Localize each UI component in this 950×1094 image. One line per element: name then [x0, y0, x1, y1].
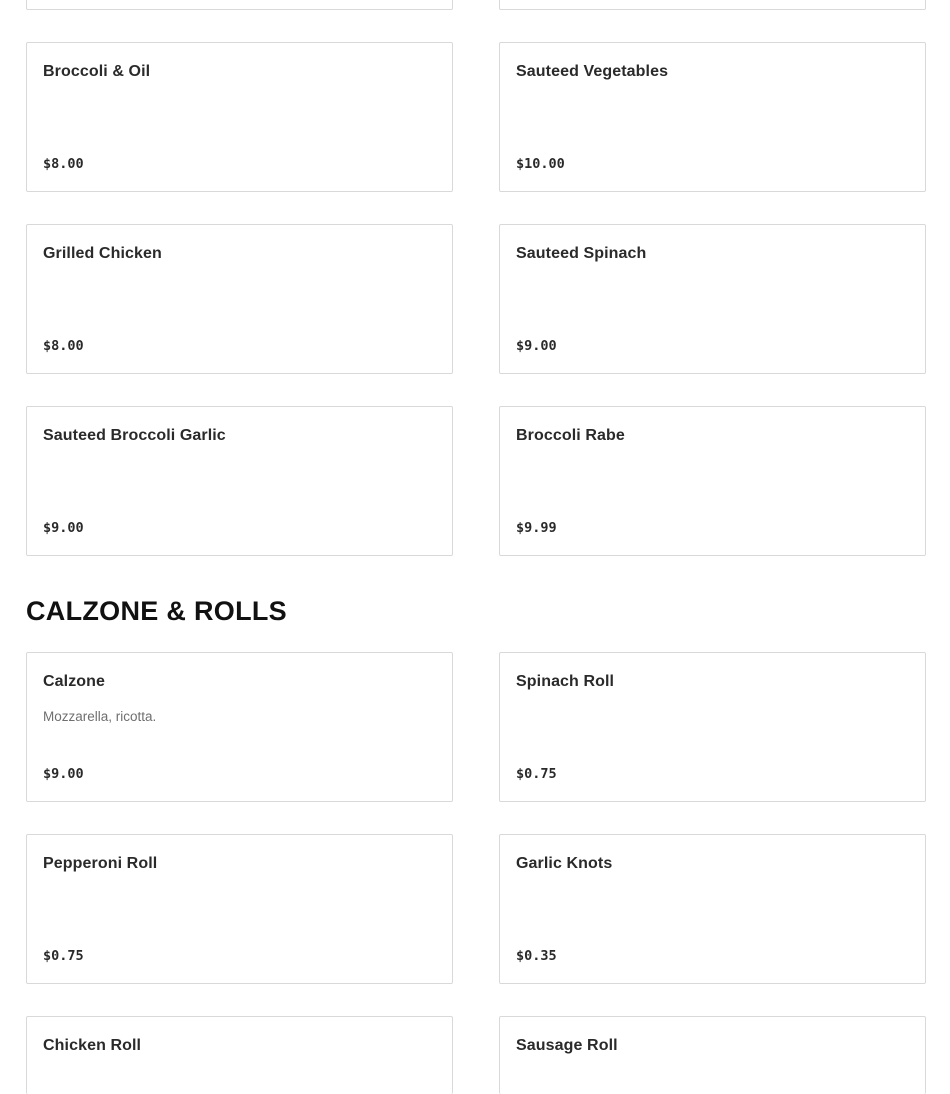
menu-item-name: Broccoli & Oil [43, 63, 151, 80]
menu-item-card[interactable] [499, 406, 926, 556]
menu-item-name: Broccoli Rabe [516, 427, 625, 444]
menu-item-price: $0.75 [43, 948, 84, 964]
menu-item-card[interactable] [26, 834, 453, 984]
menu-item-card[interactable] [26, 1016, 453, 1094]
menu-item-name: Sauteed Vegetables [516, 63, 669, 80]
menu-item-price: $9.00 [516, 338, 557, 354]
menu-item-card[interactable] [26, 0, 453, 10]
menu-item-card[interactable] [499, 42, 926, 192]
menu-item-card[interactable] [26, 224, 453, 374]
menu-item-price: $0.75 [516, 766, 557, 782]
menu-item-card[interactable] [499, 0, 926, 10]
menu-item-name: Sausage Roll [516, 1037, 618, 1054]
menu-item-card[interactable] [26, 406, 453, 556]
menu-item-name: Spinach Roll [516, 673, 615, 690]
menu-item-name: Pepperoni Roll [43, 855, 158, 872]
menu-item-price: $10.00 [516, 156, 565, 172]
menu-item-card[interactable] [499, 224, 926, 374]
menu-item-name: Calzone [43, 673, 106, 690]
menu-item-price: $9.00 [43, 766, 84, 782]
menu-item-card[interactable] [26, 652, 453, 802]
menu-item-card[interactable] [26, 42, 453, 192]
menu-item-price: $9.00 [43, 520, 84, 536]
menu-item-name: Garlic Knots [516, 855, 613, 872]
menu-item-name: Chicken Roll [43, 1037, 142, 1054]
menu-item-price: $8.00 [43, 156, 84, 172]
menu-item-name: Grilled Chicken [43, 245, 162, 262]
menu-item-card[interactable] [499, 652, 926, 802]
menu-item-card[interactable] [499, 1016, 926, 1094]
menu-item-price: $9.99 [516, 520, 557, 536]
section-title: CALZONE & ROLLS [26, 596, 287, 626]
menu-item-price: $0.35 [516, 948, 557, 964]
menu-item-price: $8.00 [43, 338, 84, 354]
menu-item-description: Mozzarella, ricotta. [43, 709, 157, 724]
menu-item-name: Sauteed Broccoli Garlic [43, 427, 226, 444]
menu-item-card[interactable] [499, 834, 926, 984]
menu-item-name: Sauteed Spinach [516, 245, 647, 262]
